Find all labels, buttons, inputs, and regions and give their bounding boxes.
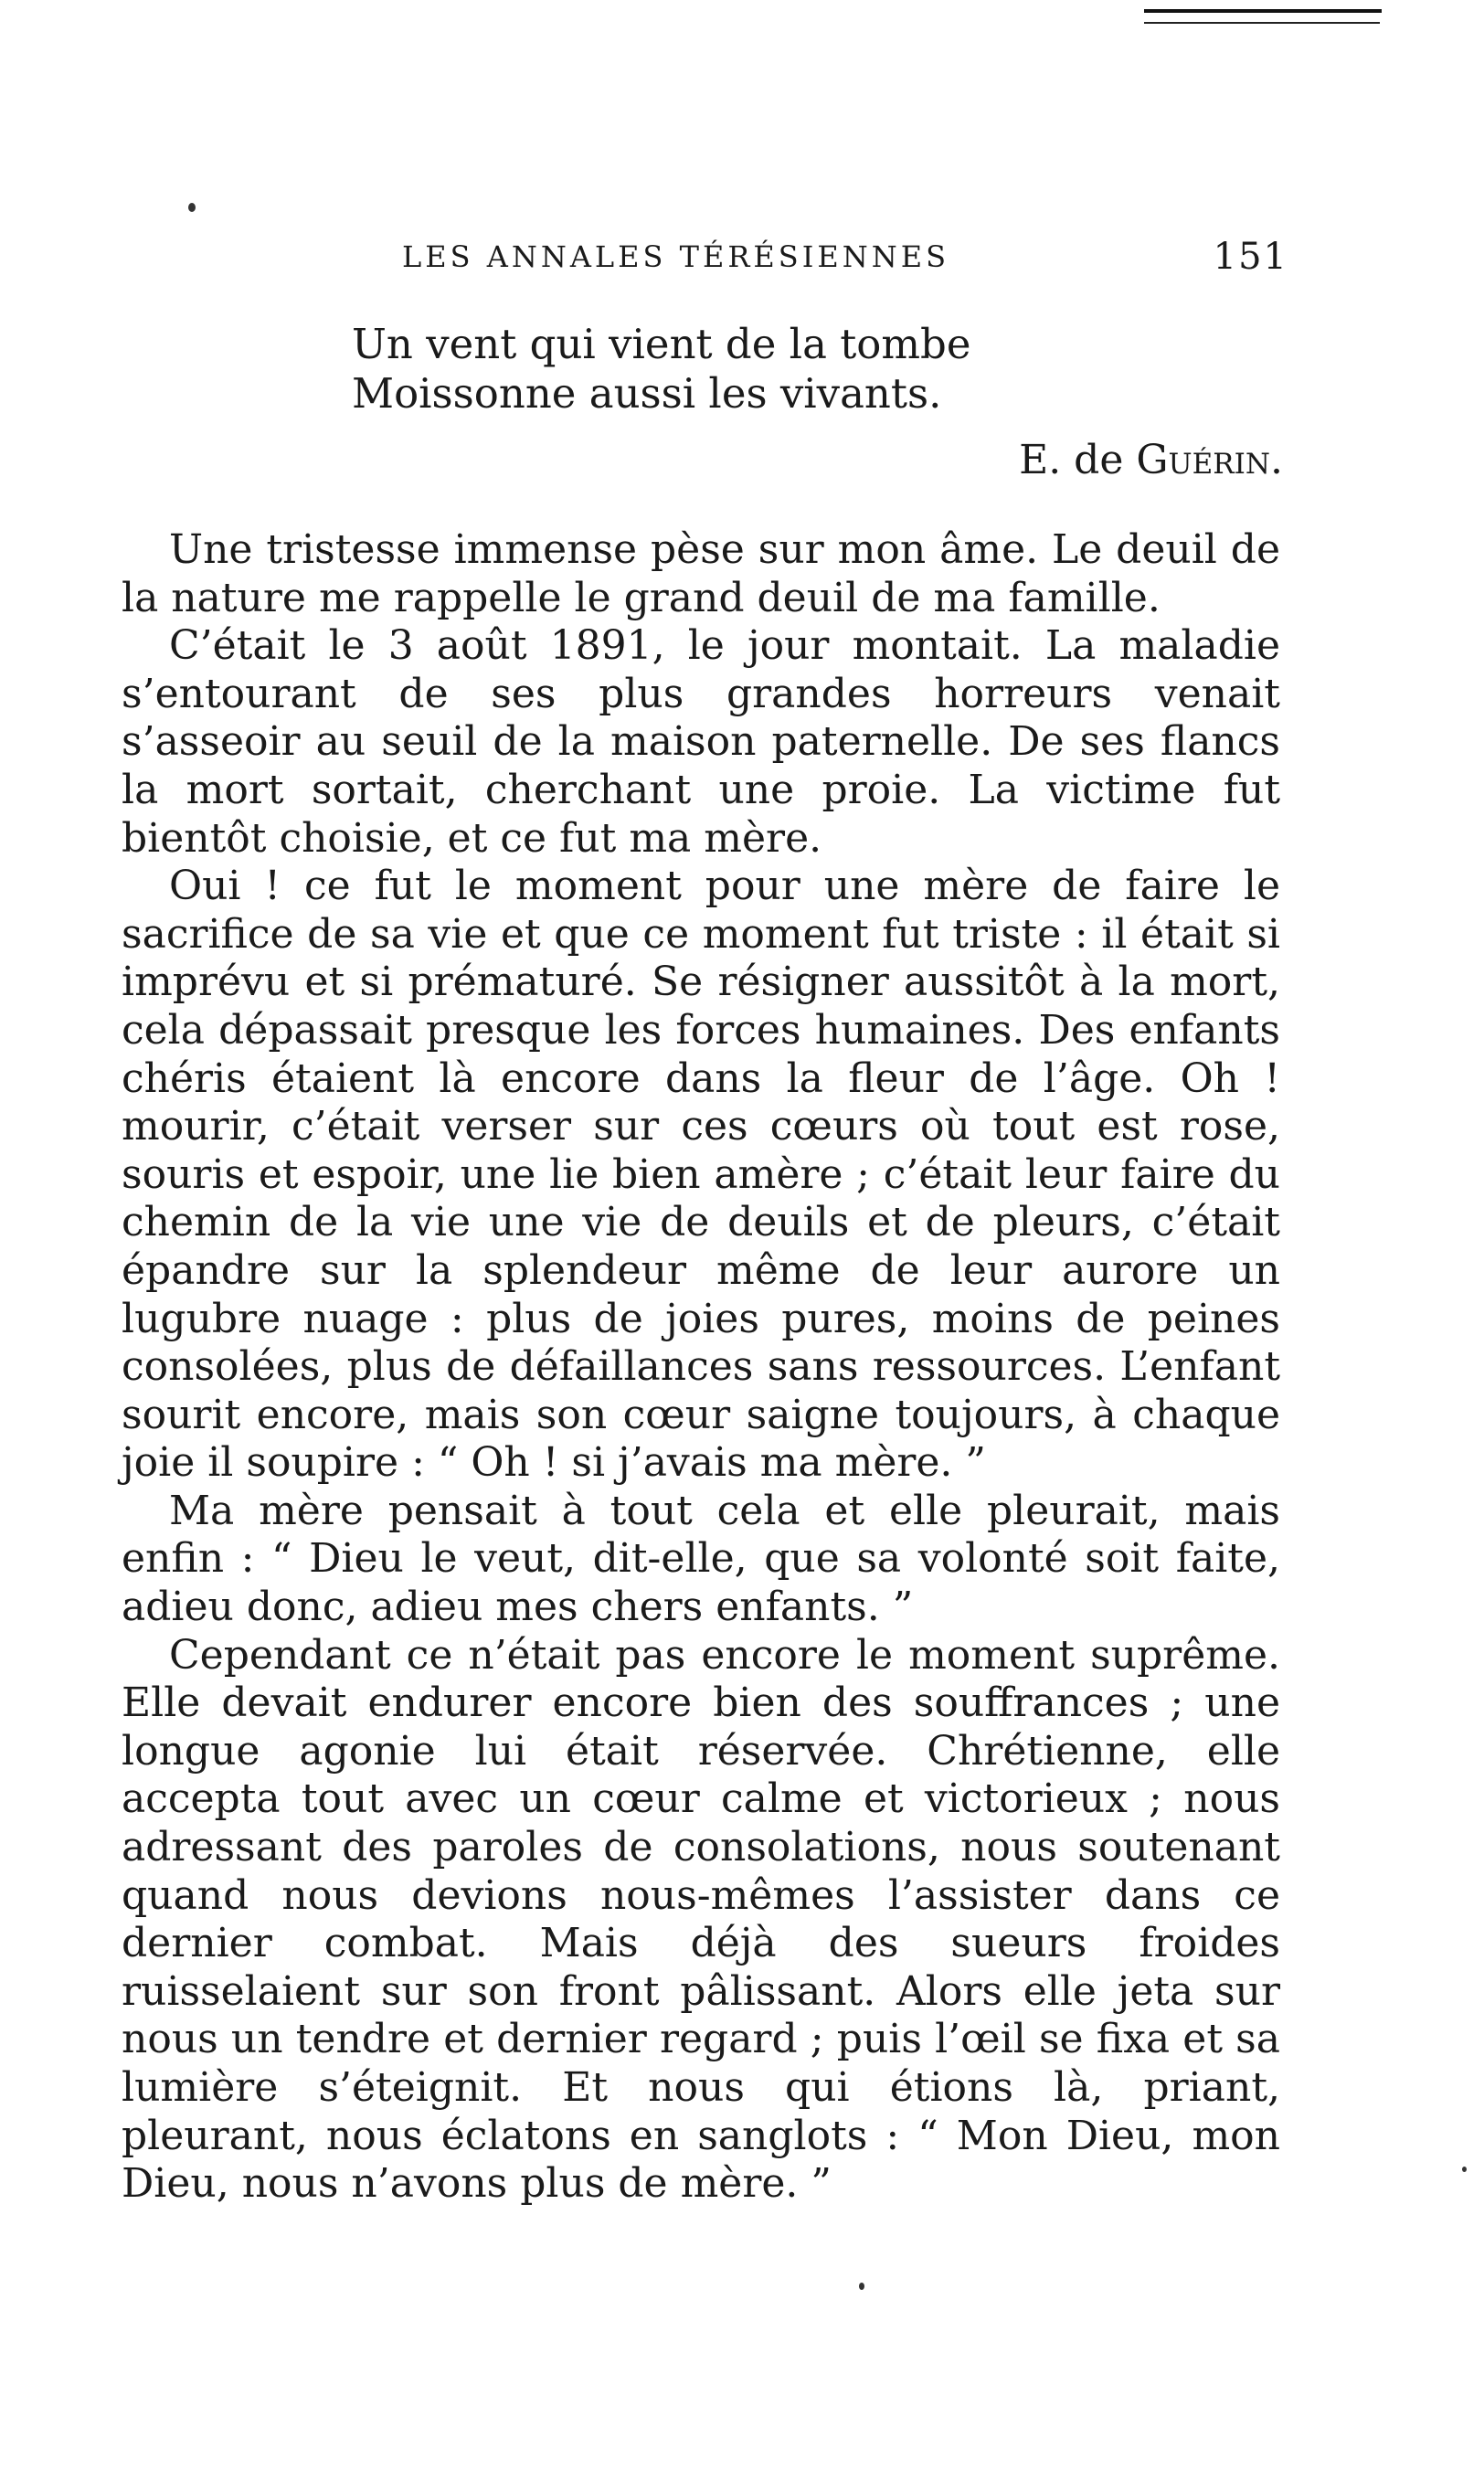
poem-line: Un vent qui vient de la tombe bbox=[352, 320, 971, 368]
paragraph: Une tristesse immense pèse sur mon âme. Le deuil de la nature me rappelle le grand deuil de ma famille. bbox=[122, 526, 1280, 621]
poem-line: Moissonne aussi les vivants. bbox=[352, 369, 942, 418]
paragraph: Oui ! ce fut le moment pour une mère de faire le sacrifice de sa vie et que ce moment fut triste : il était si imprévu et si prématuré. Se résigner aussitôt à la mort, cela dépassait presque les forces humaines. Des enfants chéris étaient là encore dans la fleur de l’âge. Oh ! mourir, c’était verser sur ces cœurs où tout est rose, souris et espoir, une lie bien amère ; c’était leur faire du chemin de la vie une vie de deuils et de pleurs, c’était épandre sur la splendeur même de leur aurore un lugubre nuage : plus de joies pures, moins de peines consolées, plus de défaillances sans ressources. L’enfant sourit encore, mais son cœur saigne toujours, à chaque joie il soupire : “ Oh ! si j’avais ma mère. ” bbox=[122, 863, 1280, 1487]
attribution-initial: E. de bbox=[1019, 437, 1124, 483]
page-number: 151 bbox=[1213, 236, 1288, 278]
top-rule-thick bbox=[1144, 9, 1382, 13]
running-title: LES ANNALES TÉRÉSIENNES bbox=[402, 239, 949, 274]
page-header bbox=[402, 236, 1316, 281]
ink-speck bbox=[859, 2283, 864, 2290]
paragraph: Ma mère pensait à tout cela et elle pleurait, mais enfin : “ Dieu le veut, dit-elle, que sa volonté soit faite, adieu donc, adieu mes chers enfants. ” bbox=[122, 1487, 1280, 1631]
top-rule-thin bbox=[1144, 22, 1380, 24]
body-text bbox=[122, 526, 1280, 2209]
attribution-author: Guérin. bbox=[1136, 437, 1283, 483]
poem-attribution bbox=[1019, 437, 1283, 483]
ink-speck bbox=[1462, 2167, 1467, 2172]
paragraph: Cependant ce n’était pas encore le moment suprême. Elle devait endurer encore bien des souffrances ; une longue agonie lui était réservée. Chrétienne, elle accepta tout avec un cœur calme et victorieux ; nous adressant des paroles de consolations, nous soutenant quand nous devions nous-mêmes l’assister dans ce dernier combat. Mais déjà des sueurs froides ruisselaient sur son front pâlissant. Alors elle jeta sur nous un tendre et dernier regard ; puis l’œil se fixa et sa lumière s’éteignit. Et nous qui étions là, priant, pleurant, nous éclatons en sanglots : “ Mon Dieu, mon Dieu, nous n’avons plus de mère. ” bbox=[122, 1631, 1280, 2208]
epigraph-poem bbox=[352, 320, 970, 419]
paragraph: C’était le 3 août 1891, le jour montait. La maladie s’entourant de ses plus grandes horreurs venait s’asseoir au seuil de la maison paternelle. De ses flancs la mort sortait, cherchant une proie. La victime fut bientôt choisie, et ce fut ma mère. bbox=[122, 622, 1280, 862]
ink-speck bbox=[188, 203, 196, 212]
